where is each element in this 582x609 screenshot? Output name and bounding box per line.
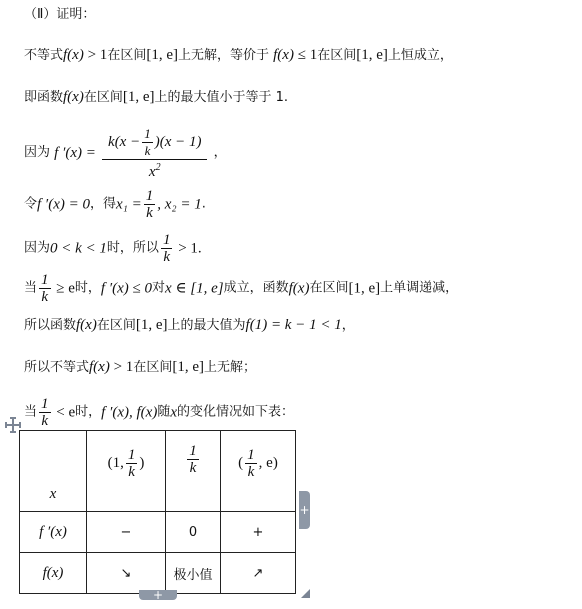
fraction — [39, 272, 51, 305]
variation-table — [19, 430, 296, 594]
denominator: k — [163, 249, 171, 265]
math: f ′(x) = 0 — [37, 196, 90, 213]
math: f ′(x) = — [54, 145, 96, 161]
fraction — [102, 126, 207, 180]
math: f ′(x) — [39, 523, 67, 540]
math: f(x) — [63, 47, 84, 63]
add-column-button[interactable]: + — [299, 491, 310, 529]
text: . — [201, 196, 206, 212]
text: 所以函数 — [24, 318, 77, 333]
math: > 1. — [174, 240, 202, 257]
text: ， — [213, 145, 227, 160]
fraction — [161, 232, 173, 265]
math: k — [108, 133, 115, 150]
table-cell[interactable] — [20, 431, 87, 512]
math: f(x) — [76, 317, 97, 333]
math: f(x) — [63, 89, 84, 105]
math: x₁ = — [116, 196, 142, 213]
numerator: 1 — [189, 443, 197, 459]
table-cell[interactable] — [166, 512, 221, 553]
numerator: 1 — [247, 447, 255, 463]
numerator: 1 — [144, 126, 151, 141]
denominator: k — [41, 413, 49, 429]
line-8 — [24, 358, 256, 377]
text: 时，所以 — [106, 240, 159, 256]
text: 在区间 — [317, 48, 357, 63]
math: ≥ e — [52, 280, 75, 297]
math: f(x) — [89, 359, 110, 375]
table-cell[interactable] — [166, 431, 221, 512]
table-cell[interactable] — [221, 512, 296, 553]
fraction — [187, 443, 199, 476]
text: 成立，函数 — [223, 280, 289, 296]
math: f ′(x) ≤ 0 — [100, 280, 153, 297]
cell-value: + — [252, 524, 264, 540]
text: 因为 — [24, 240, 51, 256]
text: 在区间 — [107, 48, 147, 63]
math: [1, e] — [356, 47, 388, 63]
text: 在区间 — [83, 90, 123, 105]
fraction — [142, 126, 153, 159]
math: f ′(x), f(x) — [101, 404, 158, 421]
math: 0 < k < 1 — [50, 240, 107, 257]
math: x — [148, 164, 156, 180]
text: 当 — [24, 404, 38, 420]
math: f(1) = k − 1 < 1 — [245, 317, 342, 333]
text: 当 — [24, 280, 38, 296]
text: 的变化情况如下表： — [177, 404, 295, 420]
text: 上的最大值小于等于 1. — [154, 90, 289, 105]
math: )(x − 1) — [154, 133, 202, 150]
math: [1, e] — [172, 359, 204, 375]
text: ， — [341, 318, 355, 333]
math: [1, e] — [146, 47, 178, 63]
text: 上恒成立， — [387, 48, 453, 63]
math: ( — [238, 455, 244, 471]
math: f(x) — [273, 47, 294, 63]
fraction — [144, 188, 156, 221]
table-resize-handle-icon[interactable] — [301, 589, 310, 598]
text: 在区间 — [96, 318, 136, 333]
text: 对 — [152, 280, 166, 296]
cell-value: 极小值 — [173, 567, 213, 583]
math: [1, e] — [348, 280, 381, 297]
numerator: 1 — [41, 272, 49, 288]
text: 时， — [75, 404, 102, 420]
text: 因为 — [24, 145, 51, 160]
section-heading: （Ⅱ）证明： — [24, 7, 96, 22]
cell-value: ↗ — [252, 565, 264, 581]
line-3 — [24, 126, 227, 180]
math: > 1 — [109, 359, 134, 375]
line-4 — [24, 188, 206, 221]
math: [1, e] — [135, 317, 168, 333]
denominator: k — [247, 464, 255, 480]
denominator: k — [146, 205, 153, 221]
math: x — [170, 404, 178, 421]
math: f(x) — [288, 280, 310, 297]
text: ，得 — [89, 196, 116, 212]
table-cell[interactable] — [87, 512, 166, 553]
numerator: 1 — [127, 447, 136, 463]
text: 上单调递减， — [380, 280, 459, 296]
cell-value: 0 — [188, 524, 198, 540]
denominator: k — [189, 460, 197, 476]
line-5 — [24, 232, 202, 265]
math: , x₂ = 1 — [157, 196, 202, 213]
denominator: k — [144, 143, 151, 158]
line-1 — [24, 46, 453, 65]
table-cell[interactable] — [166, 553, 221, 594]
fraction — [39, 396, 51, 429]
add-row-button[interactable]: + — [139, 590, 177, 600]
text: 上无解； — [203, 360, 256, 375]
math: 2 — [155, 162, 161, 173]
numerator: 1 — [41, 396, 49, 412]
text: 随 — [157, 404, 171, 420]
table-cell[interactable] — [221, 553, 296, 594]
text: 所以不等式 — [24, 360, 90, 375]
line-9 — [24, 396, 294, 429]
text: 上无解，等价于 — [177, 48, 269, 63]
math: f(x) — [42, 564, 64, 581]
text: 即函数 — [24, 90, 64, 105]
text: 时， — [74, 280, 101, 296]
table-row — [20, 512, 296, 553]
table-header-row — [20, 431, 296, 512]
math: ) — [139, 455, 145, 471]
text: 在区间 — [309, 280, 349, 296]
fraction — [245, 447, 257, 480]
math: [1, e] — [122, 89, 155, 105]
denominator: k — [41, 289, 49, 305]
text: 上的最大值为 — [167, 318, 246, 333]
table-cell[interactable] — [87, 431, 166, 512]
math: > 1 — [83, 47, 108, 63]
text: 令 — [24, 196, 38, 212]
math: , e) — [258, 455, 278, 471]
line-6 — [24, 272, 458, 305]
denominator: k — [128, 464, 135, 480]
math: < e — [52, 404, 76, 421]
math: (1, — [107, 455, 124, 471]
numerator: 1 — [162, 232, 171, 248]
line-2 — [24, 88, 288, 107]
fraction — [126, 447, 138, 480]
text: 不等式 — [24, 48, 64, 63]
table-cell[interactable] — [20, 553, 87, 594]
cell-value: − — [120, 524, 132, 540]
table-cell[interactable] — [221, 431, 296, 512]
cell-value: ↘ — [120, 565, 132, 581]
table-cell[interactable] — [20, 512, 87, 553]
text: 在区间 — [133, 360, 173, 375]
math: ≤ 1 — [293, 47, 318, 63]
math: (x − — [114, 133, 141, 150]
math: x ∈ [1, e] — [165, 280, 224, 297]
numerator: 1 — [145, 188, 154, 204]
math: x — [49, 486, 57, 502]
line-7 — [24, 316, 355, 335]
